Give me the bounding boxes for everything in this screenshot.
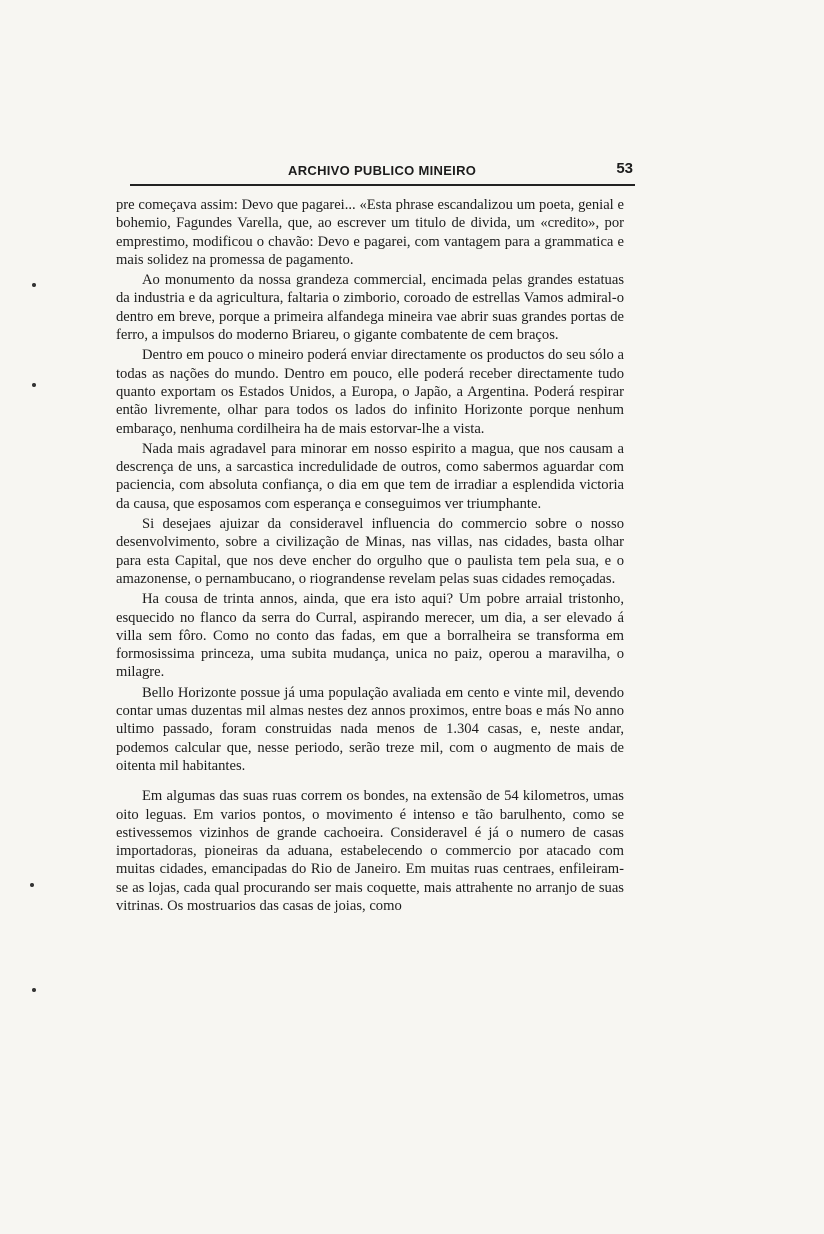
paragraph-1: pre começava assim: Devo que pagarei... «Esta phrase escandalizou um poeta, genial e bohemio, Fagundes Varella, que, ao escrever um titulo de divida, um «credito», por emprestimo, modificou o chavão: Devo e pagarei, com vantagem para a grammatica e mais solidez na promessa de pagamento. bbox=[116, 197, 624, 268]
paragraph-4: Nada mais agradavel para minorar em nosso espirito a magua, que nos causam a descrença de uns, a sarcastica incredulidade de outros, como sabermos aguardar com paciencia, com absoluta confiança, o dia em que tem de irradiar a esplendida victoria da causa, que esposamos com esperança e conseguimos ver triumphante. bbox=[116, 440, 624, 512]
margin-mark bbox=[32, 383, 36, 387]
margin-mark bbox=[32, 988, 36, 992]
paragraph-5: Si desejaes ajuizar da consideravel influencia do commercio sobre o nosso desenvolvimento, sobre a civilização de Minas, nas villas, nas cidades, basta olhar para esta Capital, que nos deve encher do orgulho que o paulista tem pela sua, e o amazonense, o pernambucano, o riograndense revelam pelas suas cidades remoçadas. bbox=[116, 516, 624, 587]
paragraph-3: Dentro em pouco o mineiro poderá enviar directamente os productos do seu sólo a todas as nações do mundo. Dentro em pouco, elle poderá receber directamente tudo quanto exportam os Estados Unidos, a Europa, o Japão, a Argentina. Poderá respirar então livremente, olhar para todos os lados do infinito Horizonte porque nenhum embaraço, nenhuma cordilheira ha de mais estorvar-lhe a vista. bbox=[116, 347, 624, 437]
paragraph-7: Bello Horizonte possue já uma população avaliada em cento e vinte mil, devendo contar umas duzentas mil almas nestes dez annos proximos, entre boas e más No anno ultimo passado, foram construidas nada menos de 1.304 casas, e, neste andar, podemos calcular que, nesse periodo, serão treze mil, com o augmento de mais de oitenta mil habitantes. bbox=[116, 684, 624, 774]
page-header bbox=[130, 160, 635, 186]
page-number: 53 bbox=[616, 160, 633, 177]
paragraph-2: Ao monumento da nossa grandeza commercial, encimada pelas grandes estatuas da industria e da agricultura, faltaria o zimborio, coroado de estrellas Vamos admiral-o dentro em breve, porque a primeira alfandega mineira vae abrir suas grandes portas de ferro, a impulsos do moderno Briareu, o gigante combatente de cem braços. bbox=[116, 272, 624, 344]
body-text bbox=[116, 196, 624, 917]
margin-mark bbox=[32, 283, 36, 287]
paragraph-8: Em algumas das suas ruas correm os bondes, na extensão de 54 kilometros, umas oito leguas. Em varios pontos, o movimento é intenso e tão barulhento, como se estivessemos vizinhos de grande cachoeira. Consideravel é já o numero de casas importadoras, pioneiras da aduana, estabelecendo o commercio por atacado com muitas cidades, emancipadas do Rio de Janeiro. Em muitas ruas centraes, enfileiram-se as lojas, cada qual procurando ser mais coquette, mais attrahente no arranjo de suas vitrinas. Os mostruarios das casas de joias, como bbox=[116, 788, 624, 914]
paragraph-6: Ha cousa de trinta annos, ainda, que era isto aqui? Um pobre arraial tristonho, esquecido no flanco da serra do Curral, aspirando merecer, um dia, a ser elevado á villa sem fôro. Como no conto das fadas, em que a borralheira se transforma em formosissima princeza, uma subita mudança, unica no paiz, operou a maravilha, o milagre. bbox=[116, 591, 624, 681]
running-title: ARCHIVO PUBLICO MINEIRO bbox=[288, 163, 477, 178]
margin-mark bbox=[30, 883, 34, 887]
